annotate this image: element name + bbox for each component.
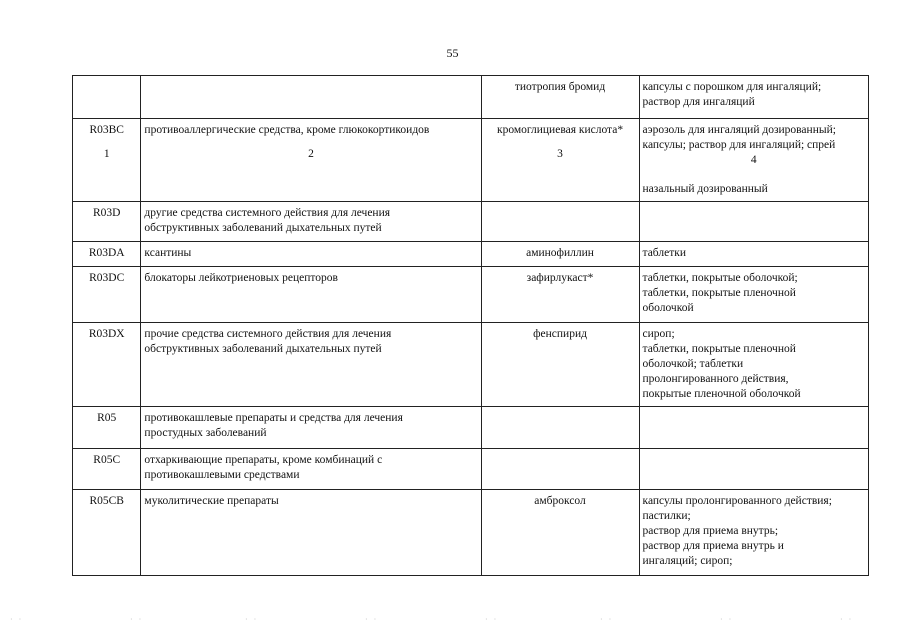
group-name-cell: муколитические препараты xyxy=(141,490,481,576)
inn-cell: тиотропия бромид xyxy=(481,76,639,119)
atc-code-cell: R05CB xyxy=(73,490,141,576)
medicines-table xyxy=(72,75,869,576)
column-number: 1 xyxy=(103,148,110,160)
table-row xyxy=(73,119,869,202)
group-name-cell: прочие средства системного действия для лечения обструктивных заболеваний дыхательных путей xyxy=(141,323,481,407)
group-name-cell: ксантины xyxy=(141,242,481,267)
atc-code-cell: R05 xyxy=(73,407,141,449)
page-number: 55 xyxy=(446,46,459,60)
inn-cell: аминофиллин xyxy=(481,242,639,267)
dosage-form-cell: таблетки xyxy=(639,242,868,267)
inn-cell xyxy=(481,202,639,242)
inn-cell: амброксол xyxy=(481,490,639,576)
dosage-form-cell xyxy=(639,202,868,242)
group-name-cell: противокашлевые препараты и средства для лечения простудных заболеваний xyxy=(141,407,481,449)
dosage-form-cell xyxy=(639,449,868,490)
atc-code-cell: R03D xyxy=(73,202,141,242)
dosage-form-cell: таблетки, покрытые оболочкой; таблетки, покрытые пленочной оболочкой xyxy=(639,267,868,323)
dosage-form-cell: аэрозоль для ингаляций дозированный; капсулы; раствор для ингаляций; спрей 4 назальный дозированный xyxy=(639,119,868,202)
dosage-form-cell: сироп; таблетки, покрытые пленочной оболочкой; таблетки пролонгированного действия, покрытые пленочной оболочкой xyxy=(639,323,868,407)
atc-code-cell: R03BC 1 xyxy=(73,119,141,202)
atc-code-cell: R03DX xyxy=(73,323,141,407)
group-name-cell: отхаркивающие препараты, кроме комбинаций с противокашлевыми средствами xyxy=(141,449,481,490)
atc-code-cell xyxy=(73,76,141,119)
column-number: 4 xyxy=(750,154,757,166)
table-row xyxy=(73,490,869,576)
table-row xyxy=(73,202,869,242)
table-row xyxy=(73,267,869,323)
table-row xyxy=(73,76,869,119)
table-row xyxy=(73,449,869,490)
atc-code-cell: R03DC xyxy=(73,267,141,323)
table-row xyxy=(73,323,869,407)
group-name-cell: блокаторы лейкотриеновых рецепторов xyxy=(141,267,481,323)
inn-cell: зафирлукаст* xyxy=(481,267,639,323)
table-row xyxy=(73,242,869,267)
column-number: 3 xyxy=(557,148,563,160)
atc-code-cell: R03DA xyxy=(73,242,141,267)
dosage-form-cell: капсулы с порошком для ингаляций; раствор для ингаляций xyxy=(639,76,868,119)
inn-cell xyxy=(481,407,639,449)
group-name-cell xyxy=(141,76,481,119)
scan-artifact-dots: · · · · · · · · · · · · · · · · xyxy=(10,615,854,624)
group-name-cell: противоаллергические средства, кроме глюкокортикоидов 2 xyxy=(141,119,481,202)
inn-cell: кромоглициевая кислота* 3 xyxy=(481,119,639,202)
dosage-form-cell: капсулы пролонгированного действия; пастилки; раствор для приема внутрь; раствор для приема внутрь и ингаляций; сироп; xyxy=(639,490,868,576)
group-name-cell: другие средства системного действия для лечения обструктивных заболеваний дыхательных путей xyxy=(141,202,481,242)
table-row xyxy=(73,407,869,449)
column-number: 2 xyxy=(308,148,314,160)
dosage-form-cell xyxy=(639,407,868,449)
atc-code-cell: R05C xyxy=(73,449,141,490)
inn-cell: фенспирид xyxy=(481,323,639,407)
inn-cell xyxy=(481,449,639,490)
